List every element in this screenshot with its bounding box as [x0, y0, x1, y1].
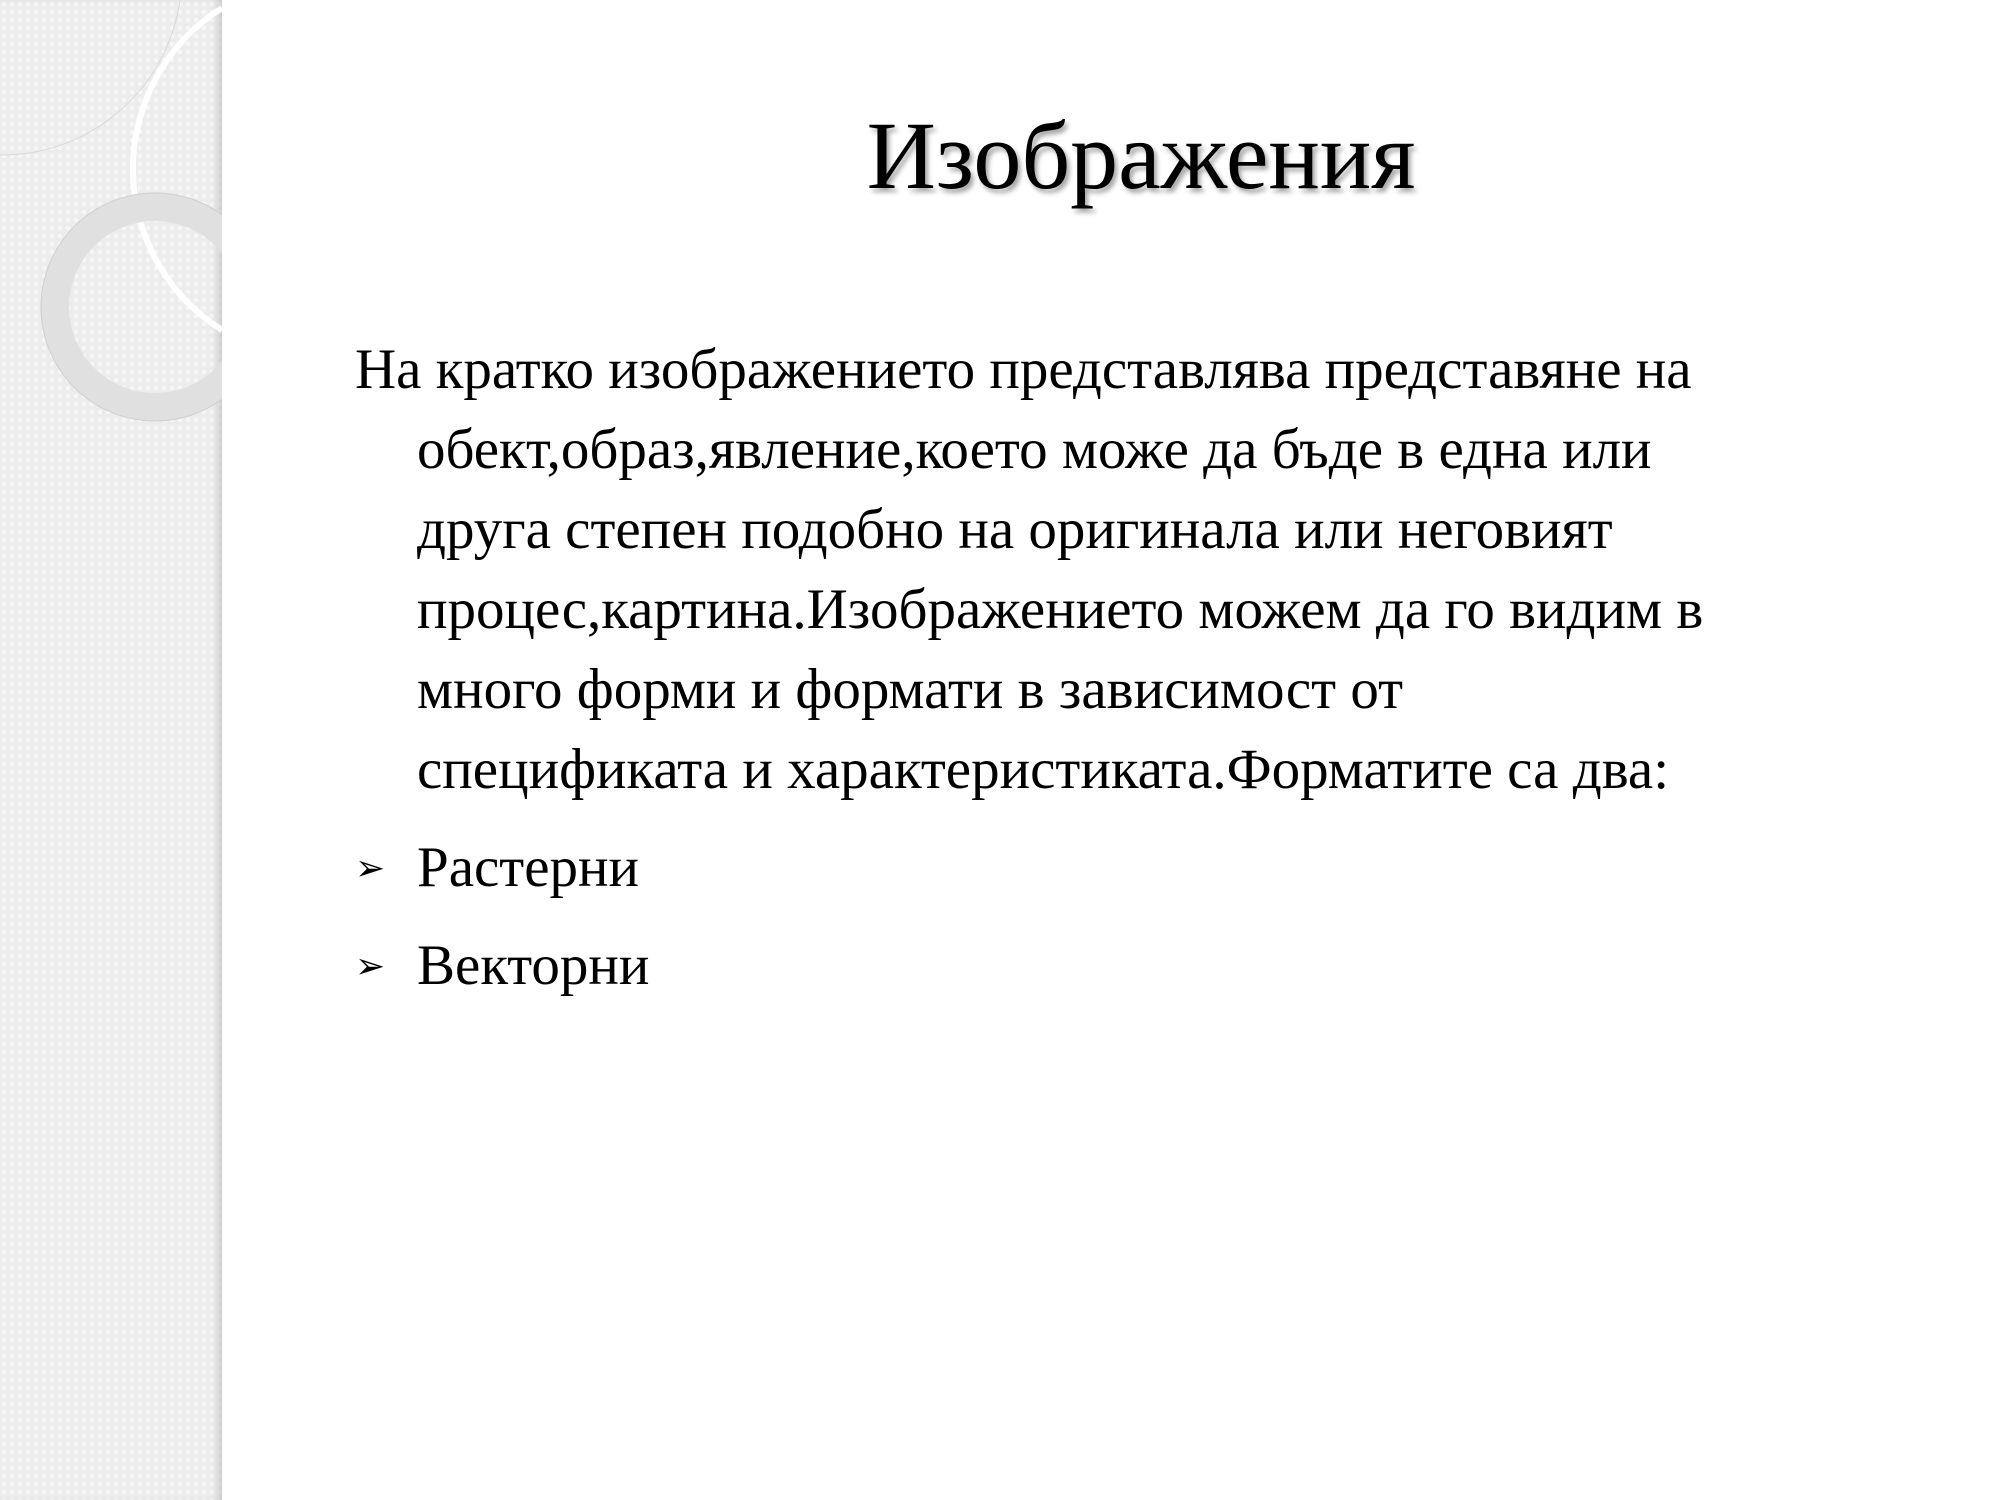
paragraph-line: много форми и формати в зависимост от [417, 658, 1403, 721]
slide-body [355, 330, 1703, 1006]
paragraph-line: друга степен подобно на оригинала или неговият [417, 498, 1613, 561]
arrow-bullet-icon: ➢ [355, 946, 386, 986]
bullet-item-raster [355, 828, 1703, 908]
paragraph-line: спецификата и характеристиката.Форматите са два: [417, 738, 1670, 801]
decorative-sidebar [0, 0, 222, 1500]
bullet-label: Векторни [417, 934, 650, 997]
paragraph-line: процес,картина.Изображението можем да го видим в [417, 578, 1704, 641]
slide-title: Изображения [866, 102, 1416, 209]
decorative-rings-icon [0, 0, 222, 1500]
paragraph-line: обект,образ,явление,което може да бъде в една или [417, 418, 1652, 481]
bullet-item-vector [355, 926, 1703, 1006]
paragraph-line: На кратко изображението представлява представяне на [355, 338, 1692, 401]
arrow-bullet-icon: ➢ [355, 848, 386, 888]
bullet-label: Растерни [417, 836, 640, 899]
